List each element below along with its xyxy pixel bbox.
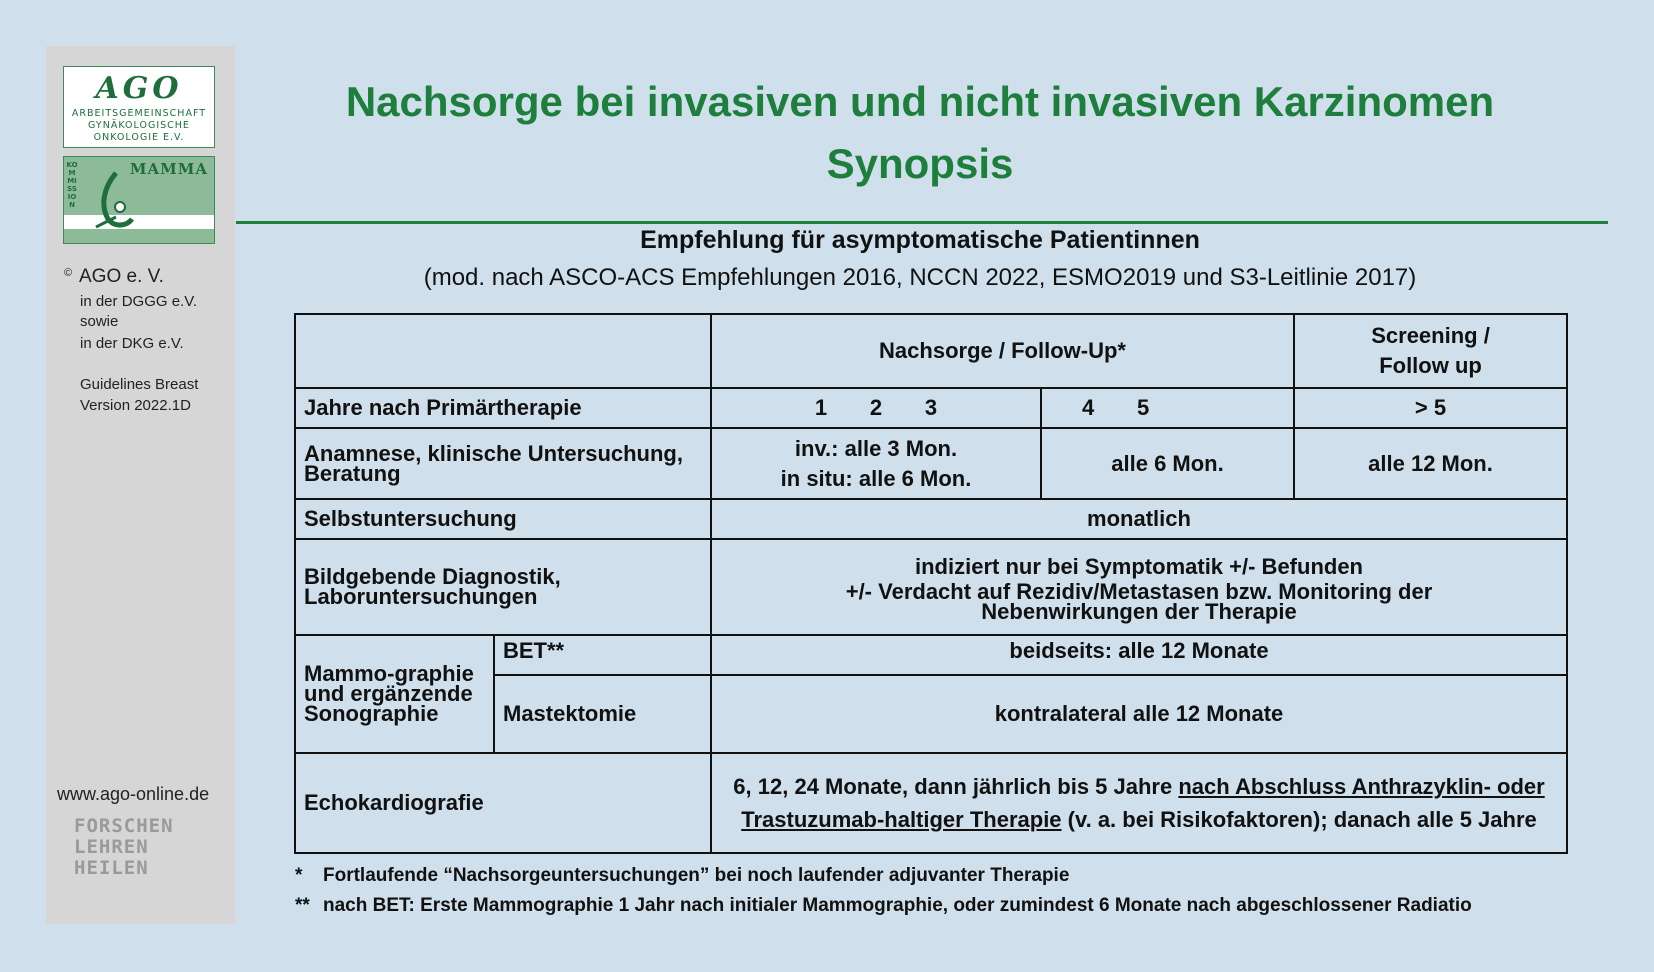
table-row-header — [295, 314, 1567, 388]
bild-line-2: +/- Verdacht auf Rezidiv/Metastasen bzw. Monitoring der Nebenwirkungen der Therapie — [845, 579, 1433, 624]
anamnese-label: Anamnese, klinische Untersuchung, Beratung — [295, 428, 711, 499]
subtitle-sources: (mod. nach ASCO-ACS Empfehlungen 2016, NCCN 2022, ESMO2019 und S3-Leitlinie 2017) — [423, 264, 1417, 291]
bild-label: Bildgebende Diagnostik, Laboruntersuchungen — [295, 539, 711, 635]
echo-underlined-2: Trastuzumab-haltiger Therapie — [741, 807, 1062, 832]
years-1-3: 1 2 3 — [711, 388, 1041, 428]
bet-label: BET** — [494, 635, 711, 675]
selbst-value: monatlich — [711, 499, 1567, 539]
echo-value — [711, 753, 1567, 853]
echo-underlined-1: nach Abschluss Anthrazyklin- oder — [1178, 774, 1545, 799]
footnote-2-marker: ** — [295, 895, 310, 916]
org-name: AGO e. V. — [79, 266, 164, 287]
org-line-4: in der DKG e.V. — [80, 335, 184, 352]
subtitle: Empfehlung für asymptomatische Patientinnen — [640, 226, 1200, 254]
table-row-echo — [295, 753, 1567, 853]
page-title: Nachsorge bei invasiven und nicht invasiven Karzinomen — [345, 78, 1495, 125]
motto-forschen: FORSCHEN — [74, 815, 174, 837]
anamnese-gt5: alle 12 Mon. — [1294, 428, 1567, 499]
years-gt5: > 5 — [1294, 388, 1567, 428]
motto-heilen: HEILEN — [74, 857, 149, 879]
anamnese-1-3 — [711, 428, 1041, 499]
table-row-years — [295, 388, 1567, 428]
bet-value: beidseits: alle 12 Monate — [711, 635, 1567, 675]
mamma-label: MAMMA — [129, 160, 208, 178]
echo-text-2: (v. a. bei Risikofaktoren); danach alle 5 Jahre — [1061, 807, 1537, 832]
mastektomie-value: kontralateral alle 12 Monate — [711, 675, 1567, 753]
guidelines-line-2: Version 2022.1D — [80, 397, 191, 414]
table-row-anamnese — [295, 428, 1567, 499]
website-link[interactable]: www.ago-online.de — [57, 784, 210, 804]
motto-lehren: LEHREN — [74, 836, 149, 858]
footnote-1-text: Fortlaufende “Nachsorgeuntersuchungen” bei noch laufender adjuvanter Therapie — [323, 865, 1070, 886]
selbst-label: Selbstuntersuchung — [295, 499, 711, 539]
sidebar — [46, 46, 235, 924]
anamnese-4-5: alle 6 Mon. — [1041, 428, 1294, 499]
mamma-logo — [63, 156, 215, 244]
years-4-5: 4 5 — [1041, 388, 1294, 428]
anamnese-inv: inv.: alle 3 Mon. — [794, 435, 958, 461]
table-row-bet — [295, 635, 1567, 675]
bild-value — [711, 539, 1567, 635]
table-row-bildgebung — [295, 539, 1567, 635]
kommission-label: KOMMISSION — [66, 161, 78, 209]
table-row-selbst — [295, 499, 1567, 539]
mammo-label: Mammo-graphie und ergänzende Sonographie — [295, 635, 494, 753]
header-followup: Nachsorge / Follow-Up* — [711, 314, 1294, 388]
years-label: Jahre nach Primärtherapie — [295, 388, 711, 428]
copyright-symbol: © — [64, 267, 73, 279]
ago-logo-line-3: ONKOLOGIE E.V. — [93, 132, 185, 143]
mastektomie-label: Mastektomie — [494, 675, 711, 753]
ago-logo — [63, 66, 215, 148]
title-rule — [236, 221, 1608, 224]
guidelines-line-1: Guidelines Breast — [80, 376, 199, 393]
mamma-figure-icon — [86, 167, 146, 233]
header-screening-line-2: Follow up — [1379, 353, 1482, 378]
anamnese-situ: in situ: alle 6 Mon. — [780, 465, 972, 491]
table-header-empty — [295, 314, 711, 388]
followup-table — [294, 313, 1568, 854]
footnote-2-text: nach BET: Erste Mammographie 1 Jahr nach initialer Mammographie, oder zumindest 6 Monate nach abgeschlossener Radiatio — [323, 895, 1472, 916]
ago-logo-mark: AGO — [95, 71, 183, 106]
footnote-1-marker: * — [295, 865, 303, 886]
header-screening — [1294, 314, 1567, 388]
footnote-2 — [295, 895, 1472, 917]
echo-label: Echokardiografie — [295, 753, 711, 853]
header-screening-line-1: Screening / — [1371, 323, 1490, 348]
org-line-2: in der DGGG e.V. — [80, 293, 197, 310]
echo-text-1: 6, 12, 24 Monate, dann jährlich bis 5 Jahre — [733, 774, 1179, 799]
org-line-3: sowie — [80, 313, 119, 330]
ago-logo-line-1: ARBEITSGEMEINSCHAFT — [71, 108, 207, 119]
page-title-line-2: Synopsis — [826, 140, 1014, 187]
footnote-1 — [295, 865, 1069, 887]
bild-line-1: indiziert nur bei Symptomatik +/- Befunden — [915, 554, 1363, 579]
ago-logo-line-2: GYNÄKOLOGISCHE — [88, 120, 190, 131]
